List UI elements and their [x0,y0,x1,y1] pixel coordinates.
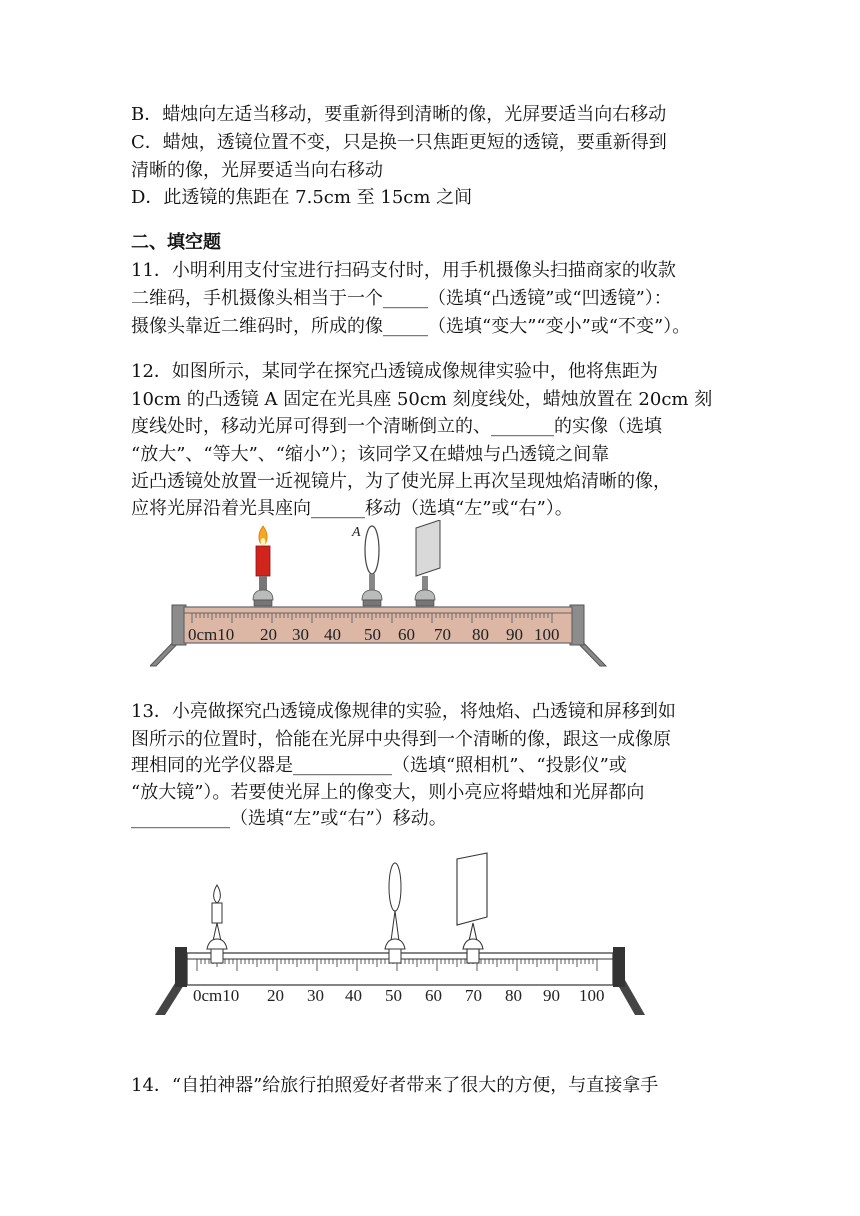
optical-bench-figure-2 [155,845,645,1025]
scale-label-50: 50 [364,625,381,644]
scale2-label-80: 80 [505,986,522,1005]
q13-line-4: “放大镜”）。若要使光屏上的像变大，则小亮应将蜡烛和光屏都向 [131,782,645,803]
scale-label-30: 30 [292,625,309,644]
scale2-label-20: 20 [267,986,284,1005]
scale-label-40: 40 [324,625,341,644]
scale-label-0: 0cm10 [188,625,235,644]
scale2-label-0: 0cm10 [193,986,240,1005]
scale-label-20: 20 [260,625,277,644]
q12-line-3: 度线处时，移动光屏可得到一个清晰倒立的、_______的实像（选填 [131,416,662,437]
candle [253,526,273,606]
scale-label-90: 90 [506,625,523,644]
q11-line-2: 二维码，手机摄像头相当于一个_____（选填“凸透镜”或“凹透镜”）： [131,288,672,309]
option-c: C．蜡烛，透镜位置不变，只是换一只焦距更短的透镜，要重新得到 [131,132,667,153]
q13-line-2: 图所示的位置时，恰能在光屏中央得到一个清晰的像，跟这一成像原 [131,729,671,750]
scale-label-60: 60 [398,625,415,644]
q13-line-1: 13．小亮做探究凸透镜成像规律的实验，将烛焰、凸透镜和屏移到如 [131,701,676,722]
candle-2 [207,885,227,963]
scale-label-70: 70 [434,625,451,644]
section-heading: 二、填空题 [131,232,221,253]
q12-line-2: 10cm 的凸透镜 A 固定在光具座 50cm 刻度线处，蜡烛放置在 20cm 刻 [131,389,713,410]
scale2-label-70: 70 [465,986,482,1005]
scale2-label-60: 60 [425,986,442,1005]
scale2-label-90: 90 [543,986,560,1005]
option-b: B．蜡烛向左适当移动，要重新得到清晰的像，光屏要适当向右移动 [131,104,667,125]
q11-line-3: 摄像头靠近二维码时，所成的像_____（选填“变大”“变小”或“不变”）。 [131,316,691,337]
q13-line-5: ___________（选填“左”或“右”）移动。 [131,808,447,829]
q13-line-3: 理相同的光学仪器是___________（选填“照相机”、“投影仪”或 [131,755,627,776]
q12-line-1: 12．如图所示，某同学在探究凸透镜成像规律实验中，他将焦距为 [131,361,658,382]
q11-line-1: 11．小明利用支付宝进行扫码支付时，用手机摄像头扫描商家的收款 [131,260,676,281]
q14-line-1: 14．“自拍神器”给旅行拍照爱好者带来了很大的方便，与直接拿手 [131,1075,659,1096]
lens-2 [385,863,405,963]
scale2-label-50: 50 [385,986,402,1005]
scale2-label-40: 40 [345,986,362,1005]
scale-label-80: 80 [472,625,489,644]
q12-line-4: “放大”、“等大”、“缩小”）；该同学又在蜡烛与凸透镜之间靠 [131,444,610,465]
scale2-label-100: 100 [579,986,605,1005]
optical-bench-figure-1 [150,520,610,670]
scale-label-100: 100 [534,625,560,644]
scale2-label-30: 30 [307,986,324,1005]
option-c-continued: 清晰的像，光屏要适当向右移动 [131,160,383,181]
light-screen-2 [457,853,487,963]
option-d: D．此透镜的焦距在 7.5cm 至 15cm 之间 [131,187,473,208]
lens-a [351,525,382,606]
lens-label: A [352,525,361,540]
light-screen [415,520,440,606]
q12-line-5: 近凸透镜处放置一近视镜片，为了使光屏上再次呈现烛焰清晰的像， [131,471,671,492]
q12-line-6: 应将光屏沿着光具座向______移动（选填“左”或“右”）。 [131,498,573,519]
